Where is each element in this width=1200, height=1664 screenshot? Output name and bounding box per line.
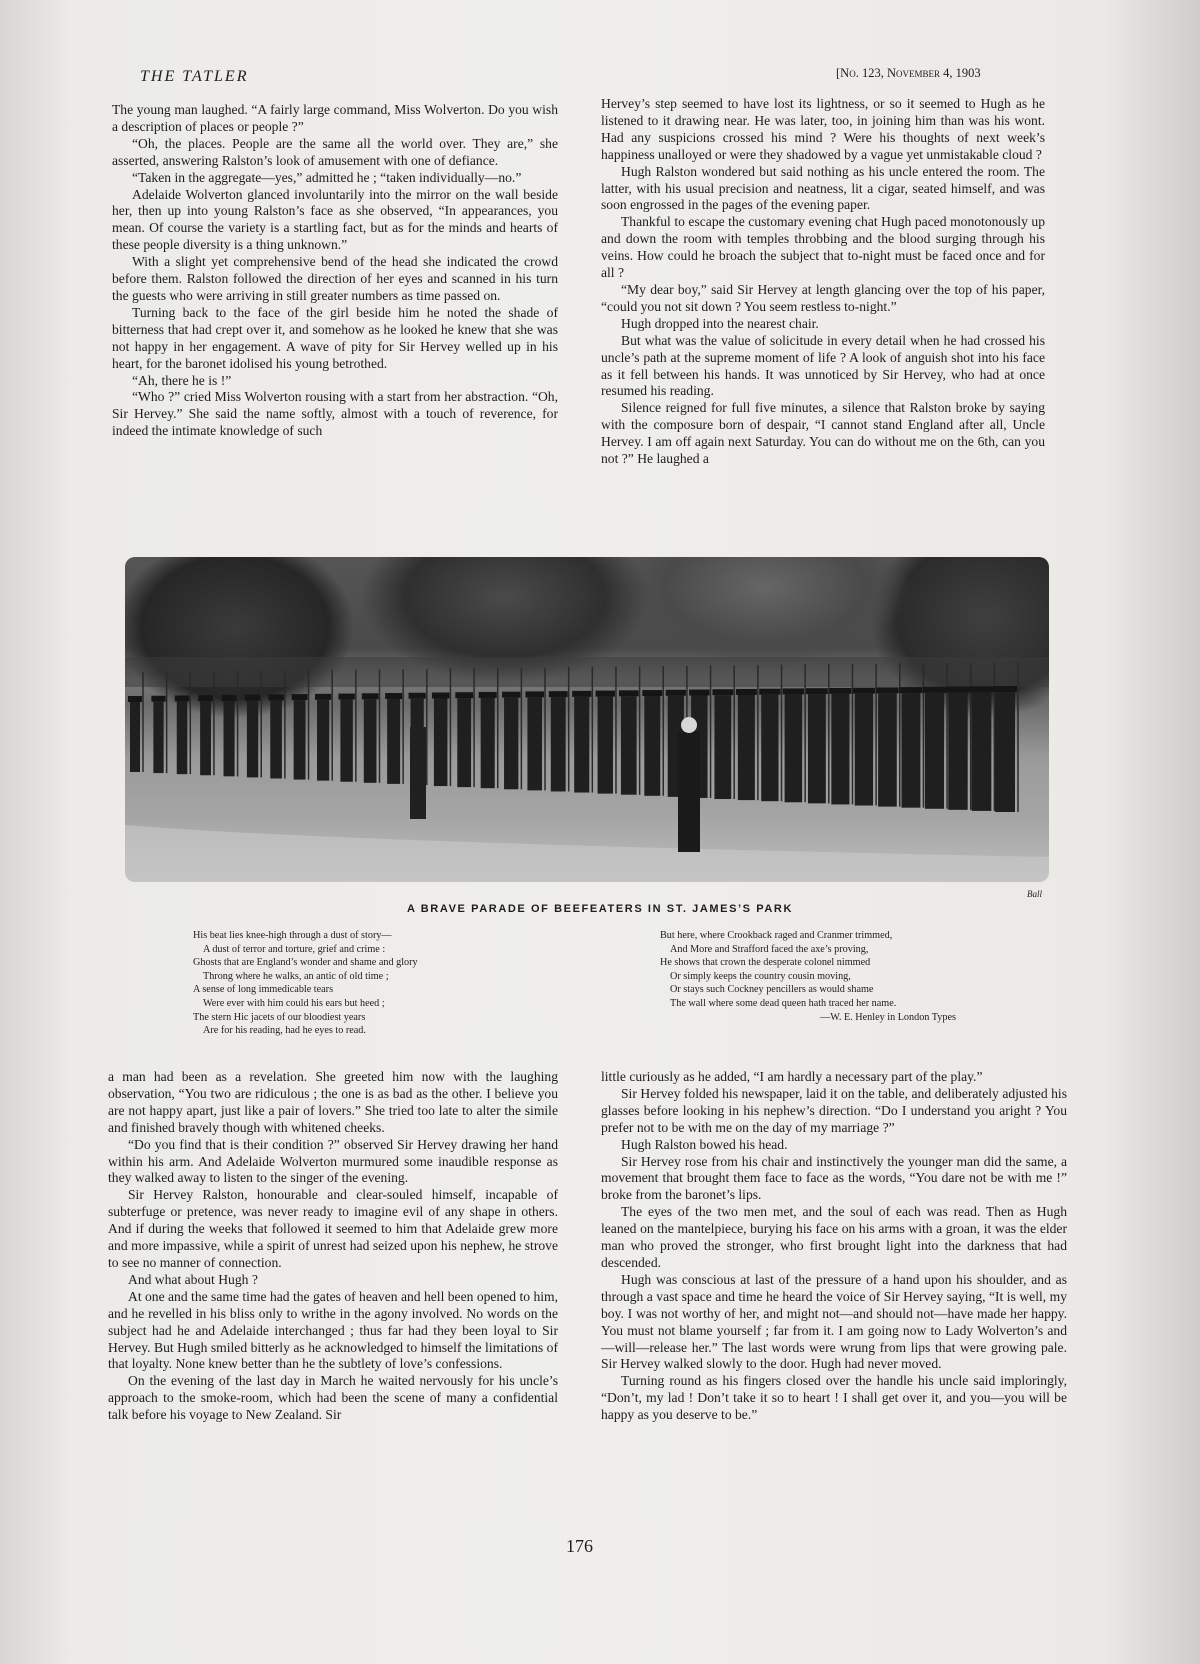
- poem-line: Or simply keeps the country cousin moving,: [670, 970, 851, 982]
- guard-hat: [432, 692, 450, 698]
- guard-hat: [993, 686, 1017, 692]
- paragraph: Thankful to escape the customary evening chat Hugh paced monotonously up and down the room with temples throbbing and the blood surging through his veins. How could he broach the subject that to-night must be faced once and for all ?: [601, 214, 1045, 281]
- guard-figure: [153, 702, 163, 773]
- guard-hat: [479, 692, 497, 698]
- paragraph: The eyes of the two men met, and the soul of each was read. Then as Hugh leaned on the mantelpiece, burying his face on his arms with a groan, it was the elder man who proved the stronger, who first brought light into the darkness that had descended.: [601, 1204, 1067, 1270]
- guard-figure: [878, 693, 897, 806]
- guard-hat: [572, 691, 591, 697]
- paragraph: On the evening of the last day in March he waited nervously for his uncle’s approach to the smoke-room, which had been the scene of many a confidential talk before his voyage to New Zealand. Sir: [108, 1373, 558, 1423]
- guard-hat: [736, 689, 757, 695]
- guard-figure: [527, 697, 542, 790]
- paragraph: “Taken in the aggregate—yes,” admitted he ; “taken individually—no.”: [132, 169, 522, 185]
- paragraph: Sir Hervey rose from his chair and instinctively the younger man did the same, a movement that brought them face to face as the words, “You dare not be with me !” broke from the baronet’s lips.: [601, 1153, 1067, 1203]
- guard-hat: [666, 690, 686, 696]
- officer-figure: [410, 727, 426, 819]
- guard-figure: [808, 694, 826, 803]
- poem-line: And More and Strafford faced the axe’s proving,: [670, 943, 869, 955]
- guard-hat: [409, 693, 426, 699]
- paragraph: Hugh was conscious at last of the pressure of a hand upon his shoulder, and as through a vast space and time he heard the voice of Sir Hervey saying, “It is well, my boy. I was not worthy of her, and might not—and should not—have made her happy. You must not blame yourself ; far from it. I am going now to Lady Wolverton’s and—will—release her.” The last words were wrung from lips that were growing pale. Sir Hervey walked slowly to the door. Hugh had never moved.: [601, 1271, 1067, 1372]
- guard-hat: [923, 687, 946, 693]
- guard-hat: [970, 686, 994, 692]
- guard-hat: [502, 692, 520, 698]
- paragraph: Sir Hervey folded his newspaper, laid it on the table, and deliberately adjusted his glasses before looking in his nephew’s direction. “Do I understand you aright ? You prefer not to be with me on the day of my marriage ?”: [601, 1085, 1067, 1135]
- beefeaters-photograph: [125, 557, 1049, 882]
- guard-hat: [712, 689, 733, 695]
- guard-figure: [995, 692, 1015, 812]
- guard-hat: [222, 695, 237, 701]
- crowd-band: [125, 657, 1049, 687]
- guard-figure: [434, 698, 448, 786]
- guard-hat: [245, 695, 260, 701]
- guard-figure: [177, 701, 188, 774]
- poem-line: But here, where Crookback raged and Cranmer trimmed,: [660, 930, 893, 941]
- photo-credit: Ball: [1027, 889, 1042, 899]
- poem-line: Were ever with him could his ears but heed ;: [203, 997, 385, 1009]
- poem-line: Throng where he walks, an antic of old time ;: [203, 970, 389, 982]
- guard-hat: [806, 688, 828, 694]
- paragraph: Turning back to the face of the girl beside him he noted the shade of bitterness that had crept over it, and somehow as he looked he knew that she was not happy in her engagement. A wave of pity for Sir Hervey welled up in his heart, for the baronet idolised his young betrothed.: [112, 304, 558, 371]
- officer-figure: [678, 732, 700, 852]
- guard-hat: [525, 691, 544, 697]
- guard-hat: [315, 694, 331, 700]
- page-number: 176: [566, 1536, 593, 1556]
- paragraph: And what about Hugh ?: [128, 1271, 258, 1287]
- poem-attribution: —W. E. Henley in London Types: [820, 1011, 956, 1023]
- paragraph: little curiously as he added, “I am hardly a necessary part of the play.”: [601, 1069, 983, 1084]
- paragraph: Sir Hervey Ralston, honourable and clear-souled himself, incapable of subterfuge or pretence, was never ready to imagine evil of any shape in others. And if during the weeks that followed it seemed to him that Adelaide grew more and more impassive, while a spirit of unrest had seized upon his nephew, he strove to see no manner of connection.: [108, 1187, 558, 1270]
- guard-hat: [689, 690, 709, 696]
- paragraph: “Do you find that is their condition ?” observed Sir Hervey drawing her hand within his arm. And Adelaide Wolverton murmured some inaudible response as they walked away to listen to the singer of the evening.: [108, 1136, 558, 1186]
- guard-figure: [972, 692, 992, 811]
- officer-helmet: [681, 717, 697, 733]
- story-column-bottom-left: [108, 1069, 558, 1424]
- paragraph: At one and the same time had the gates of heaven and hell been opened to him, and he revelled in his bliss only to writhe in the agony involved. No words on the subject had he and Adelaide interchanged ; thus far had they been loyal to Sir Hervey. But Hugh smiled bitterly as he acknowledged to himself the limitations of that loyalty. None knew better than he the subtlety of love’s confessions.: [108, 1288, 558, 1372]
- guard-hat: [128, 696, 142, 702]
- guard-figure: [270, 700, 282, 778]
- guard-hat: [619, 690, 639, 696]
- guard-figure: [387, 699, 400, 784]
- guard-figure: [738, 695, 755, 800]
- paragraph: The young man laughed. “A fairly large command, Miss Wolverton. Do you wish a description of places or people ?”: [112, 102, 558, 134]
- guard-figure: [855, 694, 873, 806]
- guard-figure: [317, 700, 329, 781]
- issue-info: [No. 123, November 4, 1903: [836, 66, 981, 80]
- park-path: [125, 825, 1049, 882]
- guard-hat: [151, 696, 165, 702]
- paragraph: “Ah, there he is !”: [132, 372, 232, 388]
- guard-figure: [551, 697, 566, 791]
- guard-hat: [292, 694, 308, 700]
- guard-figure: [621, 696, 637, 794]
- poem-line: The stern Hic jacets of our bloodiest years: [193, 1011, 366, 1023]
- guard-figure: [224, 701, 235, 776]
- guard-figure: [785, 694, 803, 802]
- guard-figure: [247, 701, 258, 778]
- poem-line: The wall where some dead queen hath traced her name.: [670, 997, 897, 1009]
- paragraph: Hugh Ralston bowed his head.: [621, 1136, 788, 1152]
- paragraph: Silence reigned for full five minutes, a silence that Ralston broke by saying with the composure born of despair, “I cannot stand England after all, Uncle Hervey. I am off again next Saturday. You can do without me on the 6th, can you not ?” He laughed a: [601, 400, 1045, 467]
- guard-hat: [876, 687, 899, 693]
- guard-figure: [574, 697, 589, 793]
- guard-hat: [899, 687, 922, 693]
- guard-figure: [925, 693, 944, 809]
- guard-figure: [481, 698, 495, 788]
- guard-hat: [175, 695, 190, 701]
- paragraph: “My dear boy,” said Sir Hervey at length glancing over the top of his paper, “could you not sit down ? You seem restless to-night.”: [601, 281, 1045, 314]
- guard-hat: [455, 692, 473, 698]
- poem-line: His beat lies knee-high through a dust of story—: [193, 930, 392, 941]
- guard-figure: [294, 700, 306, 779]
- guard-figure: [901, 693, 920, 808]
- guard-hat: [549, 691, 568, 697]
- paragraph: a man had been as a revelation. She greeted him now with the laughing observation, “You two are ridiculous ; the one is as bad as the other. I believe you are not happy apart, just like a pair of lovers.” She tried too late to alter the simile and finished bravely though with whitened cheeks.: [108, 1069, 558, 1135]
- paragraph: Adelaide Wolverton glanced involuntarily into the mirror on the wall beside her, then up into young Ralston’s face as she observed, “In appearances, you mean. Of course the variety is a startling fact, but as for the minds and hearts of these people diversity is a thing unknown.”: [112, 186, 558, 253]
- story-column-bottom-right: [601, 1069, 1067, 1424]
- poem-line: He shows that crown the desperate colonel nimmed: [660, 957, 871, 969]
- guard-figure: [364, 699, 377, 783]
- paragraph: “Who ?” cried Miss Wolverton rousing with a start from her abstraction. “Oh, Sir Hervey.” She said the name softly, almost with a touch of reverence, for indeed the intimate knowledge of such: [112, 389, 558, 439]
- guard-figure: [831, 694, 849, 805]
- guard-figure: [504, 698, 518, 790]
- story-column-top-right: [601, 96, 1045, 468]
- poem-line: A dust of terror and torture, grief and crime :: [203, 943, 386, 955]
- guard-hat: [759, 689, 780, 695]
- paragraph: “Oh, the places. People are the same all the world over. They are,” she asserted, answering Ralston’s look of amusement with one of defiance.: [112, 135, 558, 168]
- magazine-title: THE TATLER: [140, 68, 249, 85]
- paragraph: But what was the value of solicitude in every detail when he had crossed his uncle’s path at the supreme moment of life ? A look of anguish shot into his face as it fell between his hands. It was unnoticed by Sir Hervey, who had at once resumed his reading.: [601, 332, 1045, 399]
- parade-scene: [125, 557, 1049, 882]
- paragraph: Hervey’s step seemed to have lost its lightness, or so it seemed to Hugh as he listened to it drawing near. He was later, too, in joining him than was his wont. Had any suspicions crossed his mind ? Were his thoughts of next week’s happiness unalloyed or were they shadowed by a vague yet unmistakable cloud ?: [601, 96, 1045, 162]
- guard-figure: [644, 696, 660, 796]
- paragraph: Hugh Ralston wondered but said nothing as his uncle entered the room. The latter, with his usual precision and neatness, lit a cigar, seated himself, and was soon engrossed in the pages of the evening paper.: [601, 163, 1045, 213]
- guard-hat: [853, 688, 875, 694]
- poem-stanza-right: [660, 929, 956, 1024]
- guard-figure: [130, 702, 140, 772]
- guard-hat: [385, 693, 402, 699]
- guard-hat: [946, 687, 969, 693]
- guard-hat: [268, 694, 284, 700]
- guard-figure: [457, 698, 471, 787]
- paragraph: Hugh dropped into the nearest chair.: [621, 315, 819, 331]
- guard-hat: [596, 691, 615, 697]
- guard-hat: [829, 688, 851, 694]
- guard-figure: [948, 693, 967, 810]
- poem-stanza-left: [193, 929, 418, 1038]
- poem-line: A sense of long immedicable tears: [193, 984, 334, 996]
- guard-hat: [642, 690, 662, 696]
- paragraph: Turning round as his fingers closed over the handle his uncle said imploringly, “Don’t, my lad ! Don’t take it so to heart ! I shall get over it, and you—you will be happy as you deserve to be.”: [601, 1373, 1067, 1423]
- guard-hat: [362, 693, 379, 699]
- guard-figure: [714, 695, 731, 799]
- guard-hat: [338, 694, 354, 700]
- paragraph: With a slight yet comprehensive bend of the head she indicated the crowd before them. Ralston followed the direction of her eyes and scanned in his turn the guests who were arriving in still greater numbers as time passed on.: [112, 254, 558, 303]
- poem-line: Or stays such Cockney pencillers as would shame: [670, 984, 874, 996]
- poem-line: Are for his reading, had he eyes to read.: [203, 1025, 366, 1037]
- photo-caption: A BRAVE PARADE OF BEEFEATERS IN ST. JAMES’S PARK: [406, 903, 794, 915]
- story-column-top-left: [112, 102, 558, 440]
- poem-line: Ghosts that are England’s wonder and shame and glory: [193, 957, 418, 969]
- guard-figure: [200, 701, 211, 775]
- guard-hat: [783, 688, 805, 694]
- guard-figure: [761, 695, 778, 801]
- guard-hat: [198, 695, 213, 701]
- guard-figure: [598, 697, 613, 794]
- guard-figure: [340, 700, 352, 782]
